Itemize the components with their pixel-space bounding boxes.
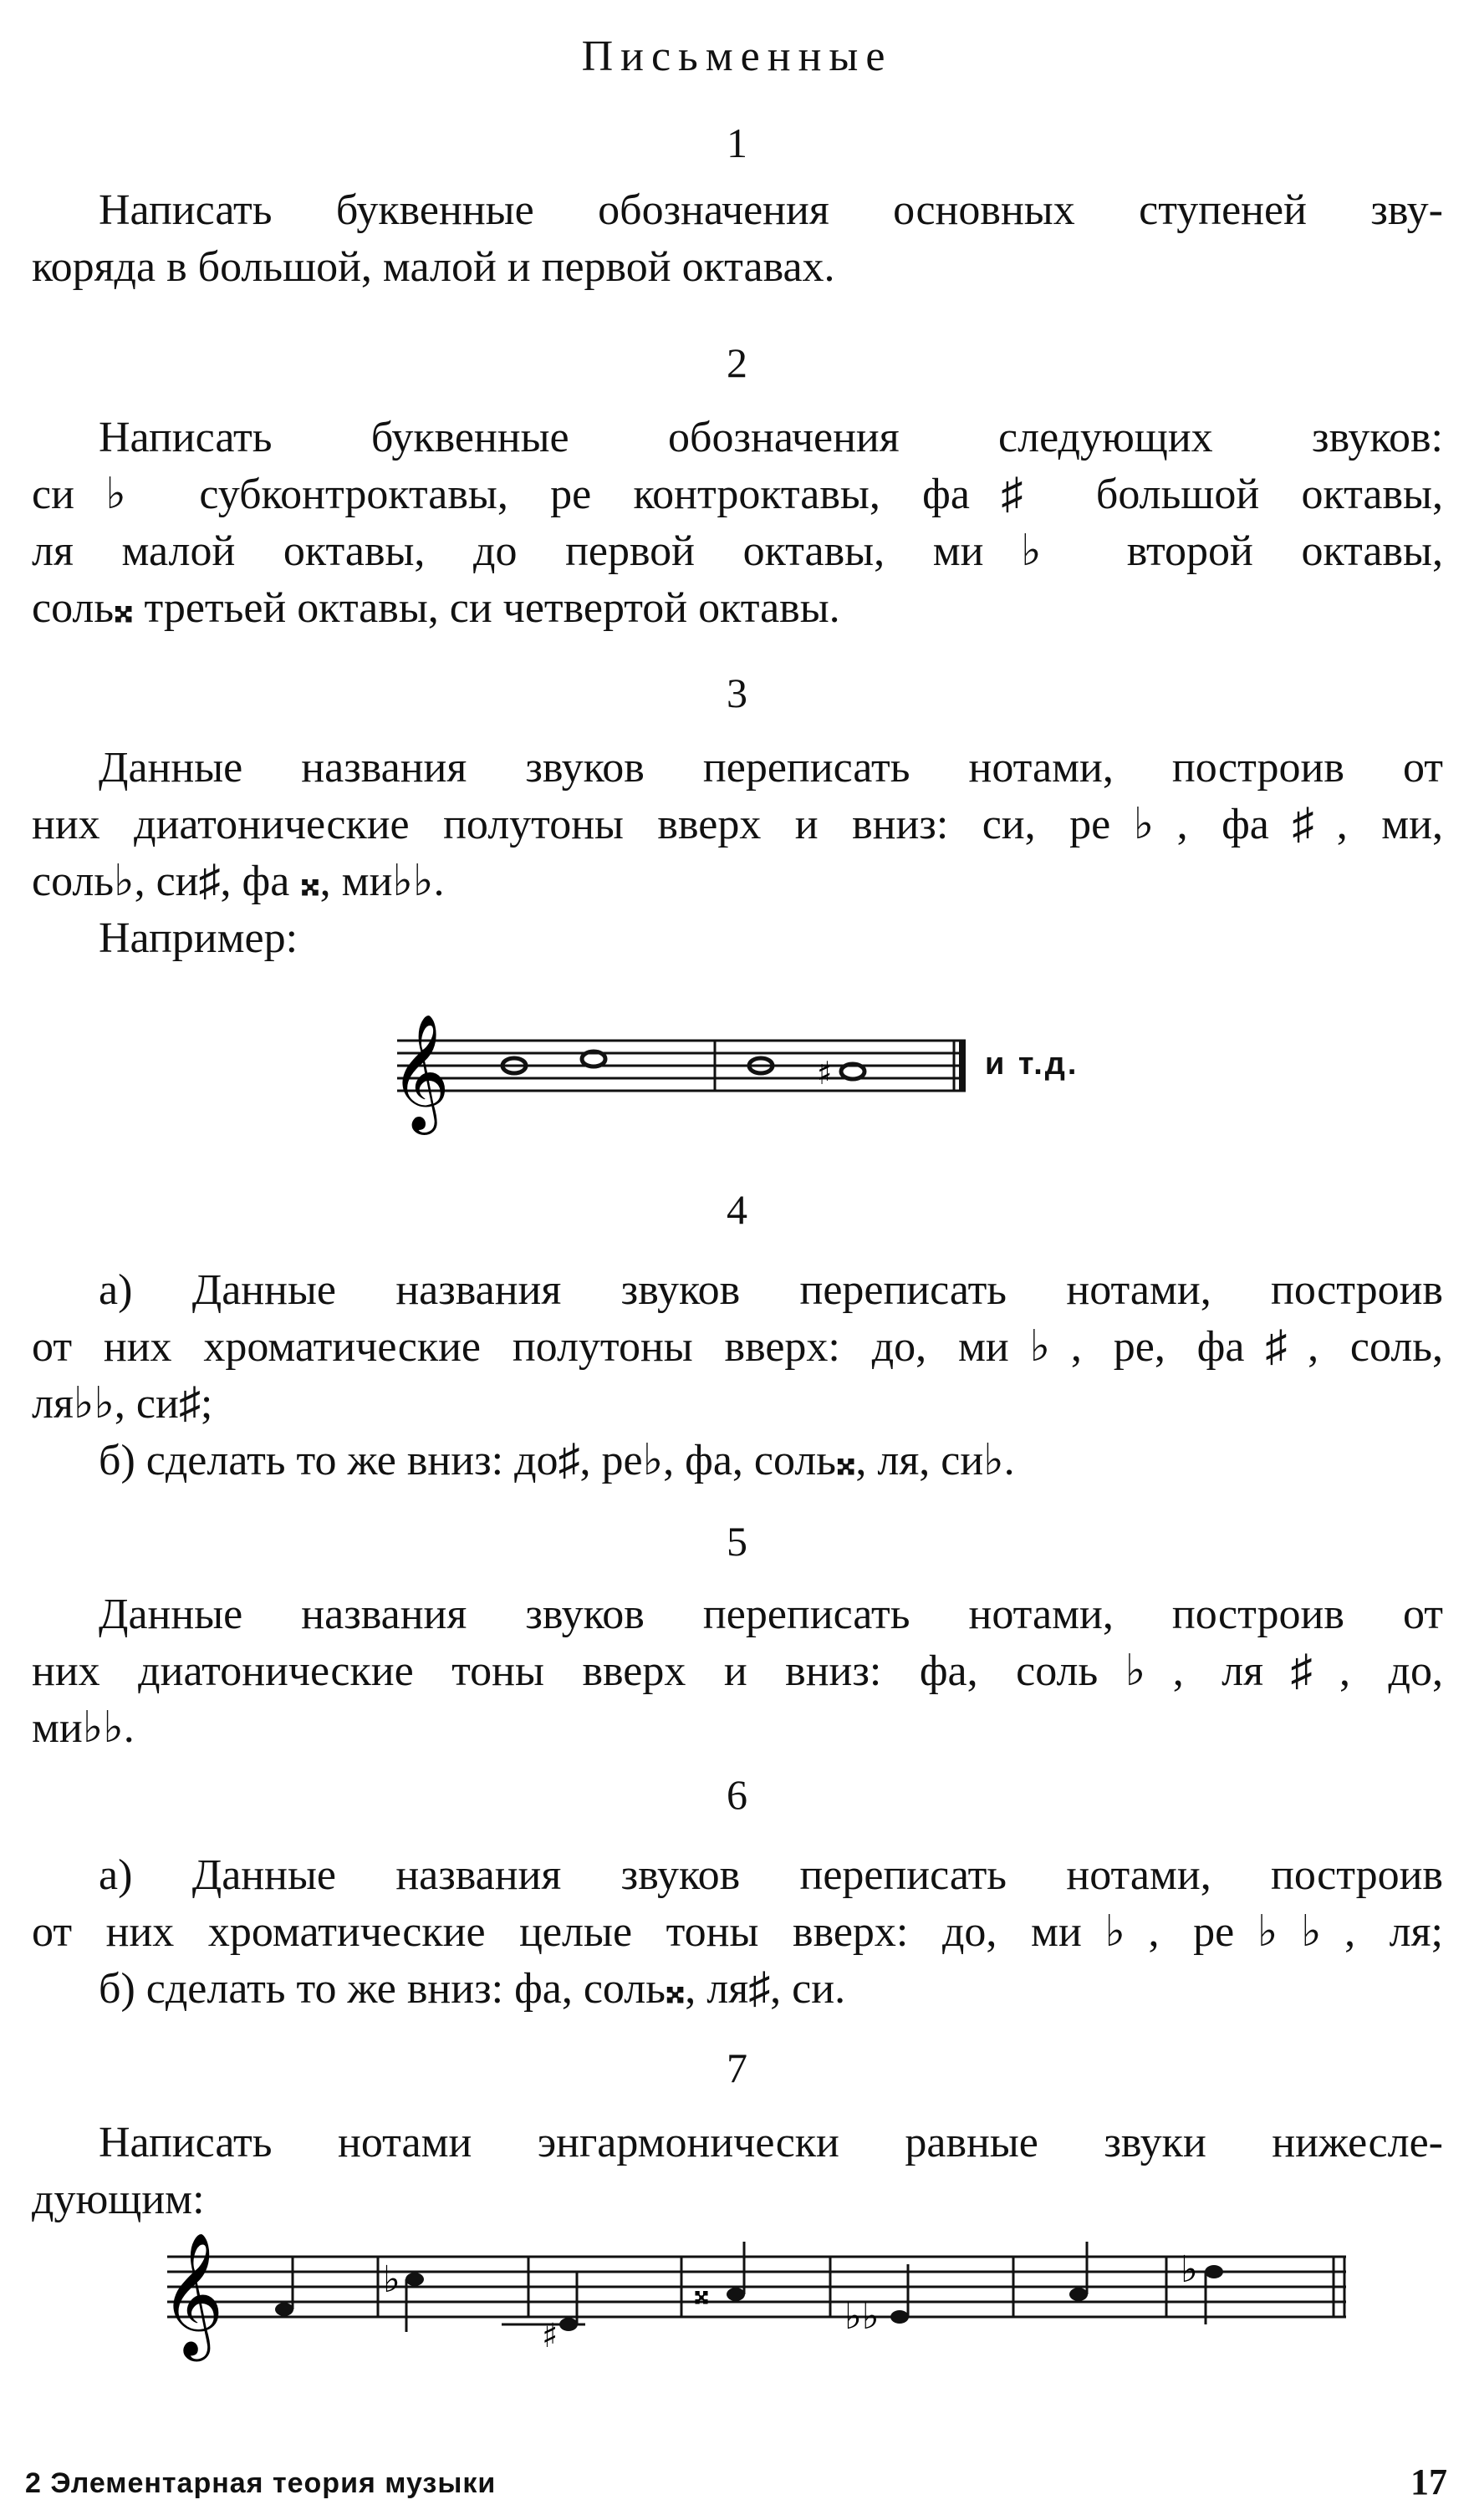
- note-quarter: [405, 2273, 424, 2286]
- text-line: си♭ субконтроктавы, ре контроктавы, фа♯ большой октавы,: [32, 471, 1443, 518]
- text-line: Данные названия звуков переписать нотами, построив от: [99, 744, 1443, 792]
- exercise-5-text: [32, 1586, 1443, 1757]
- text-line: Написать нотами энгармонически равные звуки нижесле-: [99, 2119, 1443, 2166]
- treble-clef-icon: 𝄞: [161, 2232, 224, 2356]
- text-line: дующим:: [32, 2176, 205, 2223]
- text-line: Написать буквенные обозначения следующих звуков:: [99, 414, 1443, 461]
- text-line: от них хроматические целые тоны вверх: до, ми♭, ре♭♭, ля;: [32, 1908, 1443, 1956]
- exercise-2-text: [32, 410, 1443, 637]
- exercise-number-7: 7: [727, 2044, 747, 2091]
- double-flat-icon: ♭♭: [844, 2295, 880, 2338]
- double-sharp-icon: 𝄪: [694, 2273, 709, 2312]
- text-line: соль♭, си♯, фа 𝄪, ми♭♭.: [32, 858, 445, 905]
- page-number: 17: [1410, 2461, 1447, 2502]
- example-continuation: и т.д.: [985, 1046, 1079, 1082]
- text-line: Например:: [99, 914, 298, 962]
- exercise-7-text: [32, 2115, 1443, 2228]
- exercise-number-4: 4: [727, 1186, 747, 1233]
- example-staff: [380, 999, 982, 1149]
- flat-icon: ♭: [1181, 2248, 1198, 2291]
- sharp-icon: ♯: [542, 2317, 558, 2355]
- note-quarter: [727, 2288, 745, 2301]
- text-line: них диатонические тоны вверх и вниз: фа, соль♭, ля♯, до,: [32, 1647, 1443, 1695]
- treble-clef-icon: 𝄞: [390, 1014, 450, 1130]
- text-line: них диатонические полутоны вверх и вниз: си, ре♭, фа♯, ми,: [32, 801, 1443, 848]
- text-line: соль𝄪 третьей октавы, си четвертой октавы.: [32, 584, 840, 632]
- exercise-6-text: [32, 1847, 1443, 2018]
- note-quarter: [1205, 2265, 1223, 2278]
- text-line: ми♭♭.: [32, 1704, 135, 1752]
- exercise-3-text: [32, 740, 1443, 967]
- exercise-number-5: 5: [727, 1518, 747, 1565]
- page-title: Письменные: [581, 33, 893, 80]
- note-quarter: [275, 2303, 293, 2316]
- flat-icon: ♭: [383, 2258, 400, 2301]
- note-quarter: [1069, 2288, 1088, 2301]
- text-line: ля малой октавы, до первой октавы, ми♭ второй октавы,: [32, 527, 1443, 575]
- text-line: а) Данные названия звуков переписать нотами, построив: [99, 1851, 1443, 1899]
- exercise-1-text: [32, 182, 1443, 296]
- exercise-4-text: [32, 1262, 1443, 1489]
- text-line: от них хроматические полутоны вверх: до, ми♭, ре, фа♯, соль,: [32, 1323, 1443, 1371]
- exercise-number-2: 2: [727, 339, 747, 386]
- sharp-icon: ♯: [817, 1055, 833, 1092]
- text-line: б) сделать то же вниз: фа, соль𝄪, ля♯, си.: [99, 1965, 846, 2013]
- text-line: а) Данные названия звуков переписать нотами, построив: [99, 1266, 1443, 1314]
- text-line: Написать буквенные обозначения основных ступеней зву-: [99, 186, 1443, 234]
- footer-book-title: 2 Элементарная теория музыки: [25, 2467, 497, 2499]
- note-quarter: [890, 2310, 909, 2324]
- text-line: коряда в большой, малой и первой октавах.: [32, 243, 835, 291]
- exercise-number-6: 6: [727, 1771, 747, 1818]
- text-line: Данные названия звуков переписать нотами, построив от: [99, 1591, 1443, 1638]
- exercise-7-staff: [159, 2223, 1363, 2374]
- text-line: б) сделать то же вниз: до♯, ре♭, фа, соль𝄪, ля, си♭.: [99, 1437, 1015, 1484]
- text-line: ля♭♭, си♯;: [32, 1380, 213, 1428]
- exercise-number-3: 3: [727, 669, 747, 716]
- exercise-number-1: 1: [727, 120, 747, 166]
